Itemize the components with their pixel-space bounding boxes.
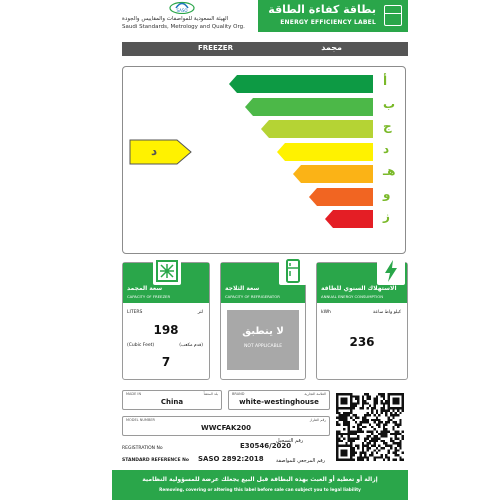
not-applicable-ar: لا ينطبق	[242, 326, 284, 337]
efficiency-arrow	[309, 188, 373, 206]
freezer-capacity-title-ar: سعة المجمد	[127, 285, 163, 292]
origin-caption-en: MADE IN	[126, 392, 142, 396]
refrigerator-capacity-panel	[220, 262, 306, 380]
legal-warning-footer	[112, 470, 408, 500]
label-header	[258, 0, 408, 32]
freezer-liters-value: 198	[153, 323, 179, 337]
registration-label-en: REGISTRATION No	[122, 446, 163, 451]
model-field	[122, 416, 330, 436]
energy-title-en: ANNUAL ENERGY CONSUMPTION	[321, 294, 384, 299]
label-title-ar: بطاقة كفاءة الطاقة	[268, 3, 376, 16]
refrigerator-capacity-header	[221, 263, 305, 303]
brand-field	[228, 390, 330, 410]
efficiency-arrow	[261, 120, 373, 138]
refrigerator-capacity-title-ar: سعة الثلاجة	[225, 285, 260, 292]
efficiency-class-letter: أ	[383, 74, 388, 88]
efficiency-arrow	[277, 143, 373, 161]
registration-number: E30546/2020	[240, 442, 292, 450]
appliance-type-en: FREEZER	[198, 44, 233, 52]
efficiency-class-letter: ز	[383, 209, 390, 223]
appliance-type-bar	[122, 42, 408, 56]
efficiency-class-letter: و	[383, 186, 391, 201]
appliance-type-ar: مجمد	[321, 43, 342, 52]
svg-text:SASO: SASO	[176, 8, 188, 13]
legal-warning-ar: إزالة أو تغطية أو العبث بهذه البطاقة قبل البيع يجعلك عرضة للمسؤولية النظامية	[142, 476, 378, 483]
brand-caption-ar: العلامة التجارية	[304, 392, 326, 396]
info-panels	[122, 262, 408, 380]
label-title-en: ENERGY EFFICIENCY LABEL	[280, 19, 376, 26]
efficiency-class-letter: د	[383, 141, 390, 156]
liters-unit-en: LITERS	[127, 310, 143, 315]
legal-warning-en: Removing, covering or altering this label before sale can subject you to legal liability	[159, 487, 361, 492]
rating-marker	[129, 139, 193, 165]
cubic-feet-unit-ar: (قدم مكعب)	[179, 343, 203, 348]
origin-caption-ar: بلد المنشأ	[203, 392, 218, 396]
qr-code	[336, 392, 404, 462]
freezer-capacity-header	[123, 263, 209, 303]
efficiency-class-letter: ب	[383, 96, 396, 111]
origin-field	[122, 390, 222, 410]
efficiency-arrow	[325, 210, 373, 228]
energy-value: 236	[349, 335, 375, 349]
registration-label-ar: رقم التسجيل	[276, 438, 304, 444]
efficiency-arrow	[293, 165, 373, 183]
freezer-cubic-feet-value: 7	[161, 355, 171, 369]
brand-value: white-westinghouse	[239, 398, 319, 406]
saso-name-en: Saudi Standards, Metrology and Quality Org.	[122, 24, 245, 30]
model-caption-en: MODEL NUMBER	[126, 418, 155, 422]
efficiency-arrow	[245, 98, 373, 116]
lightning-icon	[377, 257, 405, 285]
model-value: WWCFAK200	[200, 424, 251, 432]
energy-title-ar: الاستهلاك السنوي للطاقة	[321, 285, 397, 292]
standard-label-ar: رقم المرجعي للمواصفة	[276, 458, 326, 464]
refrigerator-capacity-title-en: CAPACITY OF REFRIGERATOR	[225, 294, 280, 299]
freezer-capacity-panel	[122, 262, 210, 380]
standard-number: SASO 2892:2018	[198, 455, 264, 463]
cubic-feet-unit-en: (Cubic Feet)	[127, 343, 155, 348]
energy-consumption-panel	[316, 262, 408, 380]
brand-caption-en: BRAND	[232, 392, 245, 396]
fridge-icon	[384, 5, 402, 26]
energy-unit-en: kWh	[321, 310, 331, 315]
rating-marker-letter: د	[151, 143, 158, 158]
freezer-icon	[153, 257, 181, 285]
efficiency-arrow	[229, 75, 373, 93]
saso-logo-icon	[168, 0, 196, 14]
freezer-capacity-title-en: CAPACITY OF FREEZER	[127, 294, 171, 299]
efficiency-class-letter: هـ	[383, 164, 396, 178]
standard-label-en: STANDARD REFERENCE No	[122, 458, 189, 463]
efficiency-class-letter: ج	[383, 119, 392, 133]
model-caption-ar: رقم الطراز	[309, 418, 326, 422]
saso-name-ar: الهيئة السعودية للمواصفات والمقاييس والجودة	[122, 16, 229, 22]
origin-value: China	[160, 398, 184, 406]
energy-consumption-header	[317, 263, 407, 303]
efficiency-scale	[122, 66, 406, 254]
energy-unit-ar: كيلو واط ساعة	[373, 310, 401, 315]
not-applicable-box	[227, 310, 299, 370]
refrigerator-icon	[279, 257, 307, 285]
energy-label	[112, 0, 408, 500]
liters-unit-ar: لتر	[197, 310, 203, 315]
not-applicable-en: NOT APPLICABLE	[243, 344, 283, 349]
